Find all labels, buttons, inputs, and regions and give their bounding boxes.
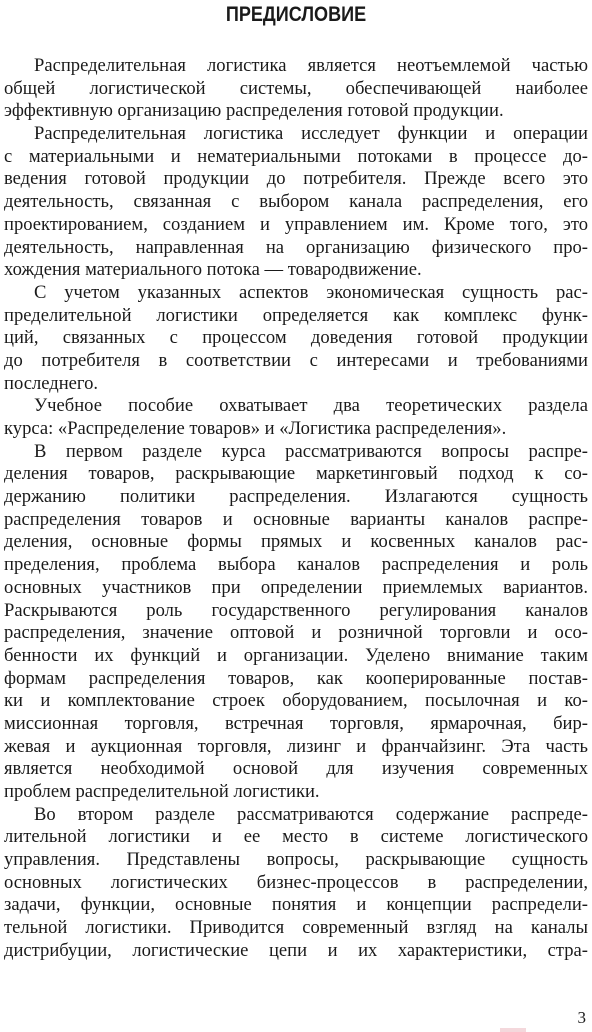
text-line: основных логистических бизнес-процессов в распределении, bbox=[4, 871, 588, 893]
body-text bbox=[4, 55, 588, 963]
text-line: курса: «Распределение товаров» и «Логистика распределения». bbox=[4, 418, 507, 439]
text-line: Распределительная логистика исследует функции и операции bbox=[34, 123, 588, 145]
page-title: ПРЕДИСЛОВИЕ bbox=[225, 3, 367, 26]
page-number: 3 bbox=[577, 1008, 586, 1027]
text-line: ций, связанных с процессом доведения готовой продукции bbox=[4, 327, 588, 349]
text-line: управления. Представлены вопросы, раскрывающие сущность bbox=[4, 849, 588, 871]
text-line: Учебное пособие охватывает два теоретических раздела bbox=[34, 395, 588, 417]
footer-mark bbox=[500, 1028, 526, 1032]
text-line: ведения готовой продукции до потребителя. Прежде всего это bbox=[4, 168, 588, 190]
text-line: последнего. bbox=[4, 372, 99, 394]
text-line: Распределительная логистика является неотъемлемой частью bbox=[34, 55, 588, 76]
text-line: является необходимой основой для изучения современных bbox=[4, 758, 588, 780]
text-line: деления товаров, раскрывающие маркетинговый подход к со- bbox=[4, 463, 588, 485]
text-line: Раскрываются роль государственного регулирования каналов bbox=[4, 599, 588, 621]
text-line: основных участников при определении приемлемых вариантов. bbox=[4, 576, 588, 598]
text-line: распределения товаров и основные варианты каналов распре- bbox=[4, 508, 588, 530]
text-line: жевая и аукционная торговля, лизинг и франчайзинг. Эта часть bbox=[4, 735, 588, 757]
text-line: общей логистической системы, обеспечивающей наиболее bbox=[4, 77, 588, 99]
text-line: пределения, проблема выбора каналов распределения и роль bbox=[4, 554, 588, 576]
text-line: бенности их функций и организации. Уделено внимание таким bbox=[4, 644, 588, 666]
text-line: проблем распределительной логистики. bbox=[4, 781, 320, 802]
text-line: тельной логистики. Приводится современный взгляд на каналы bbox=[4, 917, 588, 939]
text-line: деления, основные формы прямых и косвенных каналов рас- bbox=[4, 531, 588, 553]
text-line: ки и комплектование строек оборудованием, посылочная и ко- bbox=[4, 690, 588, 712]
text-line: задачи, функции, основные понятия и концепции распредели- bbox=[4, 894, 588, 916]
text-line: дистрибуции, логистические цепи и их характеристики, стра- bbox=[4, 939, 588, 961]
text-line: с материальными и нематериальными потоками в процессе до- bbox=[4, 145, 588, 167]
text-line: пределительной логистики определяется как комплекс функ- bbox=[4, 304, 588, 326]
text-line: Во втором разделе рассматриваются содержание распреде- bbox=[34, 803, 588, 825]
text-line: держанию политики распределения. Излагаются сущность bbox=[4, 486, 588, 508]
text-line: С учетом указанных аспектов экономическая сущность рас- bbox=[34, 281, 588, 303]
text-line: формам распределения товаров, как кооперированные постав- bbox=[4, 667, 588, 689]
text-line: хождения материального потока — товародвижение. bbox=[4, 259, 422, 281]
text-line: до потребителя в соответствии с интересами и требованиями bbox=[4, 349, 588, 371]
text-line: распределения, значение оптовой и розничной торговли и осо- bbox=[4, 622, 588, 644]
text-line: эффективную организацию распределения готовой продукции. bbox=[4, 100, 504, 122]
text-line: миссионная торговля, встречная торговля, ярмарочная, бир- bbox=[4, 712, 588, 734]
text-line: деятельность, связанная с выбором канала распределения, его bbox=[4, 191, 588, 213]
text-line: деятельность, направленная на организацию физического про- bbox=[4, 236, 588, 258]
text-line: лительной логистики и ее место в системе логистического bbox=[4, 826, 588, 848]
text-line: проектированием, созданием и управлением им. Кроме того, это bbox=[4, 213, 588, 235]
text-line: В первом разделе курса рассматриваются вопросы распре- bbox=[34, 440, 588, 462]
